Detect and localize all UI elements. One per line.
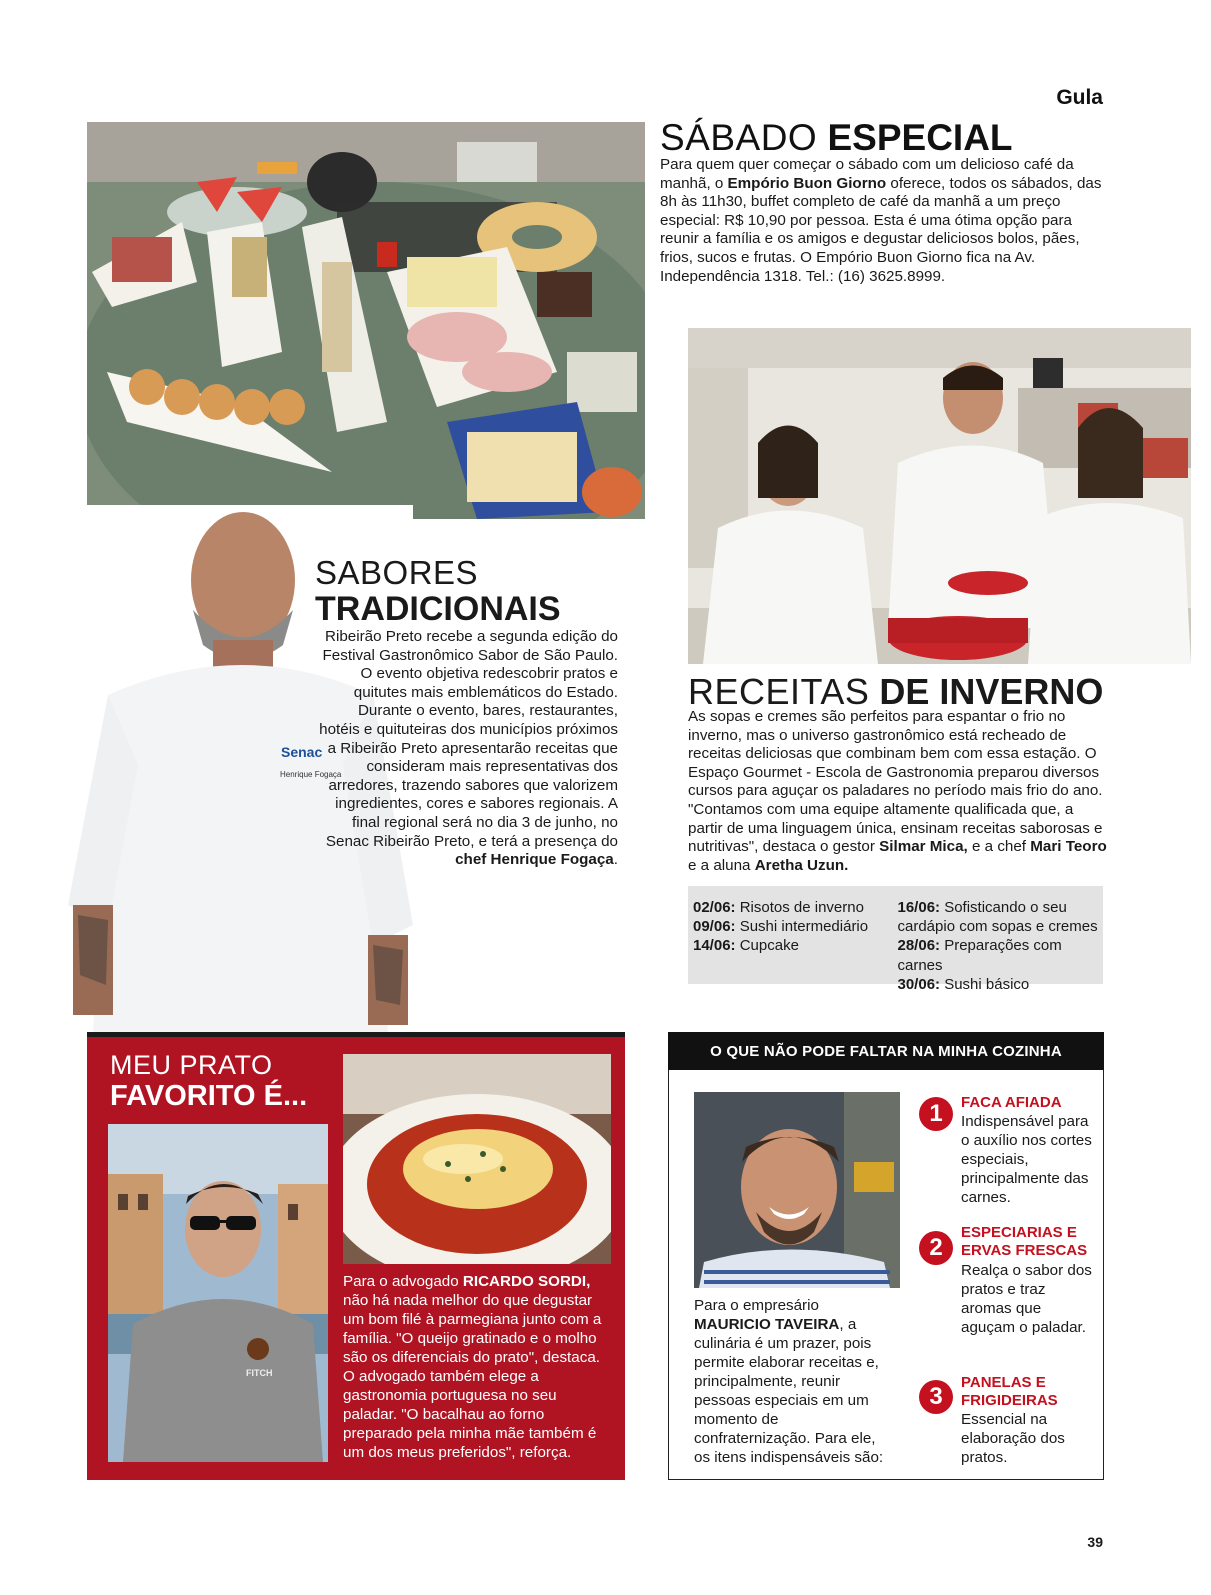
schedule-entry: 14/06: Cupcake [693, 937, 799, 955]
item-description: Essencial na elaboração dos pratos. [961, 1411, 1065, 1466]
favorite-dish-title-bold: FAVORITO É... [110, 1080, 308, 1112]
schedule-entry: 28/06: Preparações com carnes [897, 937, 1062, 974]
item-number-badge: 3 [919, 1380, 953, 1414]
item-description: Indispensável para o auxílio nos cortes especiais, principalmente das carnes. [961, 1113, 1092, 1206]
schedule-column-right [896, 898, 1099, 993]
jacket-name-text: Henrique Fogaça [280, 770, 342, 779]
course-schedule [688, 886, 1103, 993]
favorite-dish-body: Para o advogado RICARDO SORDI, não há nada melhor do que degustar um bom filé à parmegiana junto com a família. "O queijo gratinado e o molho são os diferenciais do prato", destaca. O advogado também elege a gastronomia portuguesa no seu paladar. "O bacalhau ao forno preparado pela minha mãe também é um dos meus preferidos", reforça. [343, 1273, 602, 1461]
schedule-entry: 16/06: Sofisticando o seu cardápio com sopas e cremes [897, 899, 1098, 936]
schedule-entry: 02/06: Risotos de inverno [693, 899, 864, 916]
section-tag: Gula [1056, 86, 1103, 109]
sabado-title: SÁBADO ESPECIAL [660, 117, 1013, 158]
page-number: 39 [1087, 1534, 1103, 1550]
receitas-body: As sopas e cremes são perfeitos para espantar o frio no inverno, mas o universo gastronômico está recheado de receitas deliciosas que combinam bem com essa estação. O Espaço Gourmet - Escola de Gastronomia preparou diversos cursos para aguçar os paladares no período mais frio do ano. "Contamos com uma equipe altamente qualificada que, a partir de uma linguagem única, ensinam receitas saborosas e nutritivas", destaca o gestor Silmar Mica, e a chef Mari Teoro e a aluna Aretha Uzun. [688, 708, 1107, 874]
chefs-photo [688, 328, 1191, 664]
receitas-title: RECEITAS DE INVERNO [688, 671, 1104, 712]
shirt-text: FITCH [246, 1368, 273, 1378]
sabores-body: Ribeirão Preto recebe a segunda edição do Festival Gastronômico Sabor de São Paulo. O evento objetiva redescobrir pratos e quitutes mais emblemáticos do Estado. Durante o evento, bares, restaurantes, hotéis e quituteiras dos municípios próximos a Ribeirão Preto apresentarão receitas que consideram mais representativas dos arredores, trazendo sabores que valorizem ingredientes, cores e sabores regionais. A final regional será no dia 3 de junho, no Senac Ribeirão Preto, e terá a presença do chef Henrique Fogaça. [319, 628, 618, 869]
schedule-entry: 09/06: Sushi intermediário [693, 918, 869, 936]
item-description: Realça o sabor dos pratos e traz aromas que aguçam o paladar. [961, 1262, 1092, 1336]
kitchen-essentials-body: Para o empresário MAURICIO TAVEIRA, a culinária é um prazer, pois permite elaborar receitas e, principalmente, reunir pessoas especiais em um momento de confraternização. Para ele, os itens indispensáveis são: [694, 1297, 884, 1466]
breakfast-photo [87, 122, 645, 519]
mauricio-taveira-photo [694, 1092, 900, 1288]
item-title: ESPECIARIAS E ERVAS FRESCAS [961, 1224, 1088, 1259]
sabado-body: Para quem quer começar o sábado com um delicioso café da manhã, o Empório Buon Giorno oferece, todos os sábados, das 8h às 11h30, buffet completo de café da manhã a um preço especial: R$ 10,90 por pessoa. Esta é uma ótima opção para reunir a família e os amigos e degustar deliciosos bolos, pães, frios, sucos e frutas. O Empório Buon Giorno fica na Av. Independência 1318. Tel.: (16) 3625.8999. [660, 156, 1102, 285]
kitchen-essentials-header: O QUE NÃO PODE FALTAR NA MINHA COZINHA [668, 1032, 1104, 1070]
schedule-column-left [693, 898, 896, 984]
sabores-title-bold: TRADICIONAIS [315, 590, 561, 628]
item-title: PANELAS E FRIGIDEIRAS [961, 1374, 1058, 1409]
ricardo-sordi-photo [108, 1124, 328, 1462]
sabores-title-light: SABORES [315, 554, 479, 591]
schedule-entry: 30/06: Sushi básico [897, 975, 1030, 993]
item-title: FACA AFIADA [961, 1094, 1062, 1111]
item-number-badge: 2 [919, 1231, 953, 1265]
favorite-dish-title-light: MEU PRATO [110, 1050, 273, 1080]
jacket-brand-text: Senac [281, 744, 323, 760]
parmigiana-dish-photo [343, 1054, 611, 1264]
item-number-badge: 1 [919, 1097, 953, 1131]
